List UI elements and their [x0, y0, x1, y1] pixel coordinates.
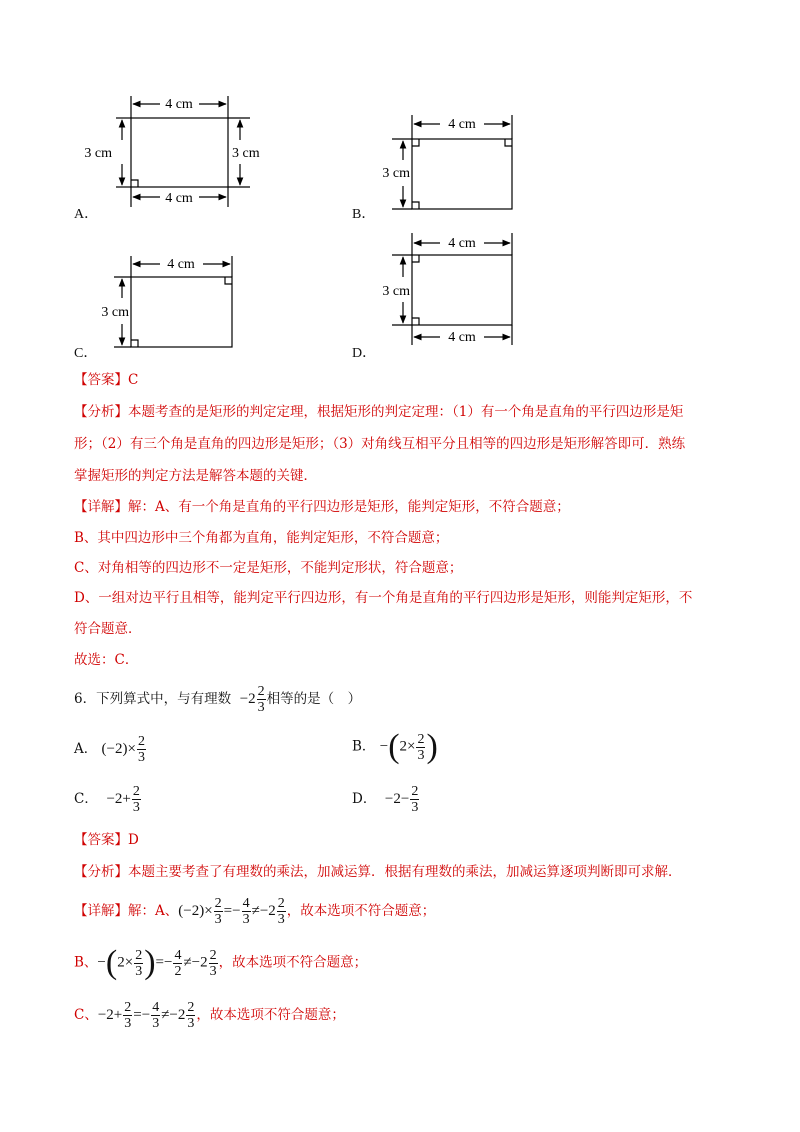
- dim-bottom-d: 4 cm: [448, 330, 476, 345]
- dim-bottom-a: 4 cm: [165, 191, 193, 206]
- figure-label-a: A．: [74, 207, 99, 222]
- rectangle-c: [131, 277, 232, 347]
- q5-detail-a: 【详解】解：A、有一个角是直角的平行四边形是矩形，能判定矩形，不符合题意；: [74, 499, 570, 515]
- q6-detail-b: B、−(2× $\frac{2}{3}$ )=− $\frac{4}{2}$ ≠−2 $\frac{2}{3}$ ，故本选项不符合题意；: [74, 944, 368, 981]
- q5-analysis-line2: 形；（2）有三个角是直角的四边形是矩形；（3）对角线互相平分且相等的四边形是矩形解答即可．熟练: [74, 436, 686, 452]
- q5-analysis-line1: 【分析】本题考查的是矩形的判定定理，根据矩形的判定定理：（1）有一个角是直角的平行四边形是矩: [74, 404, 684, 420]
- dim-top-b: 4 cm: [448, 117, 476, 132]
- figure-label-c: C．: [74, 346, 98, 361]
- dim-top-c: 4 cm: [167, 257, 195, 272]
- dim-top-a: 4 cm: [165, 97, 193, 112]
- rectangle-figures: [0, 0, 800, 370]
- q5-detail-c: C、对角相等的四边形不一定是矩形，不能判定形状，符合题意；: [74, 560, 463, 576]
- dim-left-a: 3 cm: [84, 146, 112, 161]
- dim-top-d: 4 cm: [448, 236, 476, 251]
- q5-detail-d1: D、一组对边平行且相等，能判定平行四边形，有一个角是直角的平行四边形是矩形，则能判定矩形，不: [74, 590, 693, 606]
- q5-choose: 故选：C．: [74, 652, 139, 668]
- dim-left-c: 3 cm: [101, 305, 129, 320]
- right-angle-mark: [131, 180, 138, 187]
- q6-option-a: A． (−2)× $\frac{2}{3}$: [74, 734, 145, 765]
- rectangle-b: [412, 139, 512, 209]
- q6-stem: 6．下列算式中，与有理数 −2 $\frac{2}{3}$ 相等的是（ ）: [74, 684, 362, 715]
- q5-detail-d2: 符合题意．: [74, 621, 142, 637]
- q6-option-b: B． −(2× $\frac{2}{3}$ ): [352, 728, 438, 765]
- dim-left-d: 3 cm: [382, 284, 410, 299]
- q5-answer: 【答案】C: [74, 372, 139, 388]
- q5-detail-b: B、其中四边形中三个角都为直角，能判定矩形，不符合题意；: [74, 530, 449, 546]
- dim-left-b: 3 cm: [382, 166, 410, 181]
- q6-analysis: 【分析】本题主要考查了有理数的乘法，加减运算．根据有理数的乘法，加减运算逐项判断即可求解．: [74, 864, 682, 880]
- q6-answer: 【答案】D: [74, 832, 139, 848]
- dim-right-a: 3 cm: [232, 146, 260, 161]
- q6-detail-c: C、−2+ $\frac{2}{3}$ =− $\frac{4}{3}$ ≠−2 $\frac{2}{3}$ ，故本选项不符合题意；: [74, 1000, 345, 1031]
- figure-label-d: D．: [352, 346, 377, 361]
- rectangle-a: [131, 118, 228, 187]
- q6-option-c: C． −2+ $\frac{2}{3}$: [74, 784, 140, 815]
- figure-label-b: B．: [352, 207, 376, 222]
- fraction: $\frac{2}{3}$: [257, 684, 265, 715]
- q6-option-d: D． −2− $\frac{2}{3}$: [352, 784, 419, 815]
- q5-analysis-line3: 掌握矩形的判定方法是解答本题的关键．: [74, 468, 317, 484]
- q6-detail-a: 【详解】解：A、(−2)× $\frac{2}{3}$ =− $\frac{4}{3}$ ≠−2 $\frac{2}{3}$ ，故本选项不符合题意；: [74, 896, 436, 927]
- rectangle-d: [412, 255, 512, 325]
